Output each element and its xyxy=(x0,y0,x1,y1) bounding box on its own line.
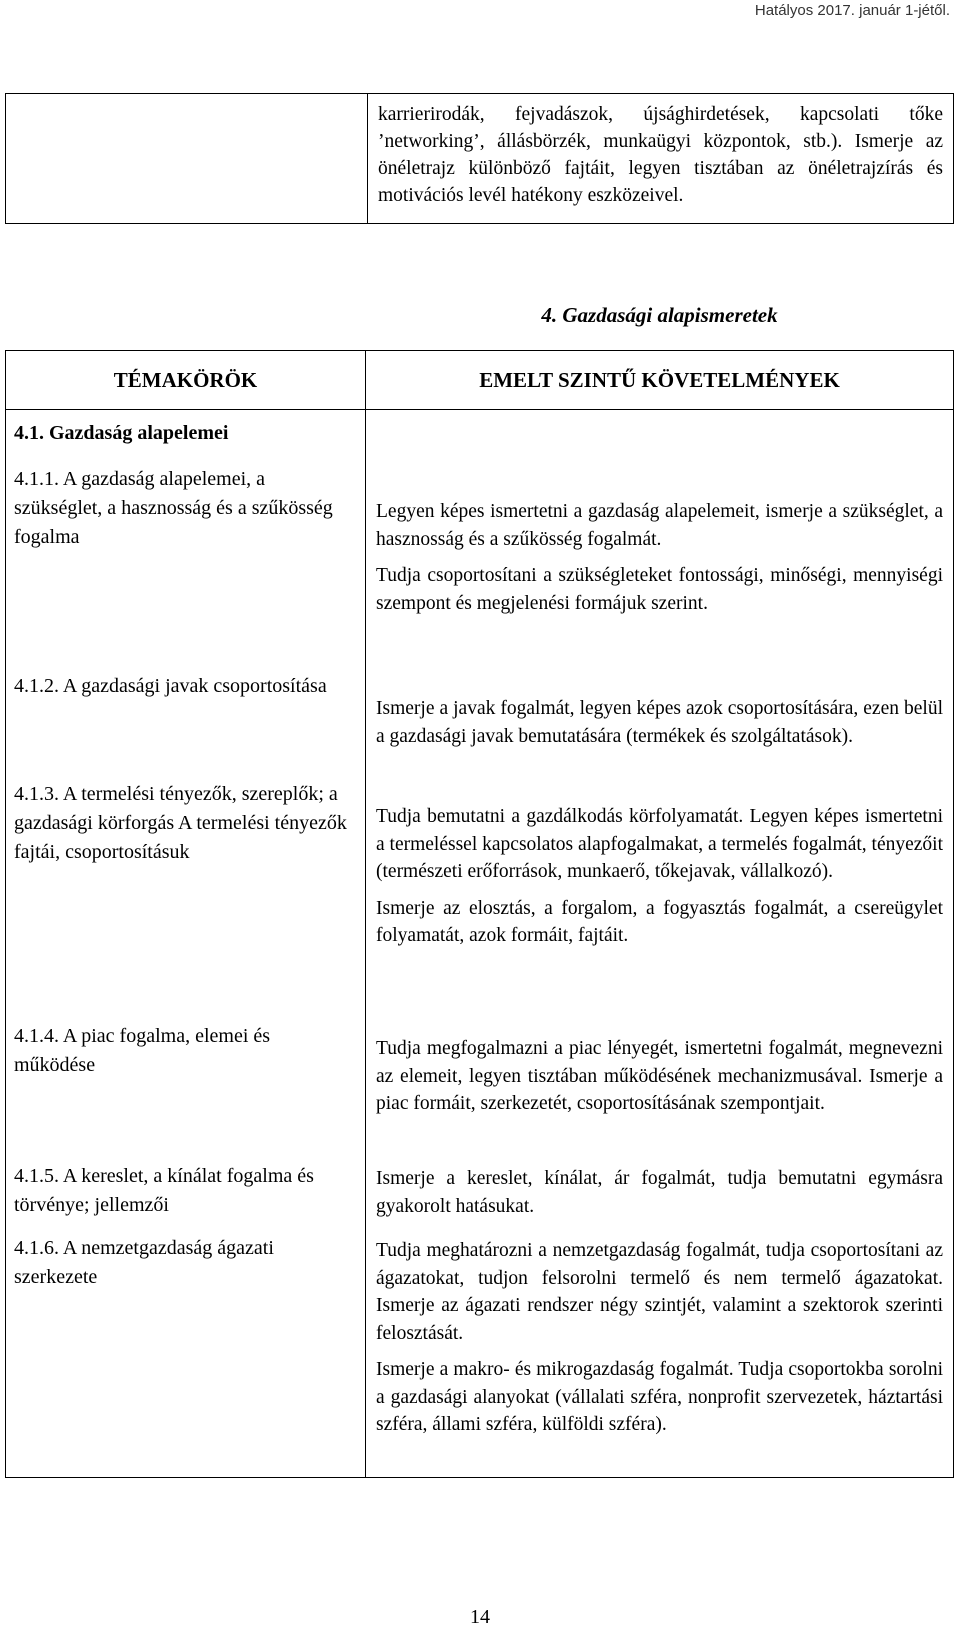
requirements-table xyxy=(5,350,954,1478)
continued-table xyxy=(5,93,954,224)
requirements-column xyxy=(366,410,954,1478)
requirement-paragraph: Ismerje a kereslet, kínálat, ár fogalmát, tudja bemutatni egymásra gyakorolt hatásukat. xyxy=(376,1168,943,1217)
topic-item: 4.1.1. A gazdaság alapelemei, a szükséglet, a hasznosság és a szűkösség fogalma xyxy=(14,468,333,548)
validity-header: Hatályos 2017. január 1-jétől. xyxy=(754,2,950,19)
requirement-paragraph: Ismerje a javak fogalmát, legyen képes azok csoportosítására, ezen belül a gazdasági javak bemutatására (termékek és szolgáltatások). xyxy=(376,698,943,747)
topic-subheading: 4.1. Gazdaság alapelemei xyxy=(14,422,229,444)
requirement-paragraph: Legyen képes ismertetni a gazdaság alapelemeit, ismerje a szükséglet, a hasznosság és a szűkösség fogalmát. xyxy=(376,501,943,550)
continued-left-cell xyxy=(6,94,368,224)
requirement-block xyxy=(366,498,953,695)
topics-column xyxy=(6,410,366,1478)
requirement-paragraph: Tudja bemutatni a gazdálkodás körfolyamatát. Legyen képes ismertetni a termeléssel kapcsolatos alapfogalmakat, a termelés fogalmát, tényezőit (természeti erőforrások, munkaerő, tőkejavak, vállalkozó). xyxy=(376,806,943,882)
requirement-block xyxy=(366,1035,953,1165)
requirements-header: EMELT SZINTŰ KÖVETELMÉNYEK xyxy=(366,351,954,410)
continued-right-cell: karrierirodák, fejvadászok, újsághirdetések, kapcsolati tőke ’networking’, állásbörzék, munkaügyi központok, stb.). Ismerje az önéletrajz különböző fajtáit, legyen tisztában az önéletrajzírás és motivációs levél hatékony eszközeivel. xyxy=(368,94,954,224)
requirement-block xyxy=(366,695,953,803)
topic-item: 4.1.6. A nemzetgazdaság ágazati szerkezete xyxy=(14,1237,274,1288)
requirement-paragraph: Tudja megfogalmazni a piac lényegét, ismertetni fogalmát, megnevezni az elemeit, legyen tisztában működésének mechanizmusával. Ismerje a piac formáit, szerkezetét, csoportosításának szempontjait. xyxy=(376,1038,943,1114)
topics-header: TÉMAKÖRÖK xyxy=(6,351,366,410)
table-body-row xyxy=(6,410,954,1478)
topic-item: 4.1.2. A gazdasági javak csoportosítása xyxy=(14,675,327,697)
requirement-paragraph: Ismerje a makro- és mikrogazdaság fogalmát. Tudja csoportokba sorolni a gazdasági alanyokat (vállalati szféra, nonprofit szervezetek, háztartási szféra, állami szféra, külföldi szféra). xyxy=(376,1359,943,1435)
requirement-block xyxy=(366,1237,953,1477)
page-number: 14 xyxy=(470,1606,490,1628)
requirement-paragraph: Tudja csoportosítani a szükségleteket fontossági, minőségi, mennyiségi szempont és megjelenési formájuk szerint. xyxy=(376,565,943,614)
table-header-row xyxy=(6,351,954,410)
requirement-paragraph: Tudja meghatározni a nemzetgazdaság fogalmát, tudja csoportosítani az ágazatokat, tudjon felsorolni termelő és nem termelő ágazatokat. Ismerje az ágazati rendszer négy szintjét, valamint a szektorok szerinti felosztását. xyxy=(376,1240,943,1344)
requirement-paragraph: Ismerje az elosztás, a forgalom, a fogyasztás fogalmát, a csereügylet folyamatát, azok formáit, fajtáit. xyxy=(376,897,943,946)
requirement-block xyxy=(366,803,953,1035)
topic-item: 4.1.4. A piac fogalma, elemei és működése xyxy=(14,1025,271,1076)
requirement-block xyxy=(366,1165,953,1237)
topic-item: 4.1.3. A termelési tényezők, szereplők; a gazdasági körforgás A termelési tényezők fajtái, csoportosításuk xyxy=(14,783,347,863)
section-title: 4. Gazdasági alapismeretek xyxy=(541,303,778,327)
topic-item: 4.1.5. A kereslet, a kínálat fogalma és törvénye; jellemzői xyxy=(14,1165,314,1216)
